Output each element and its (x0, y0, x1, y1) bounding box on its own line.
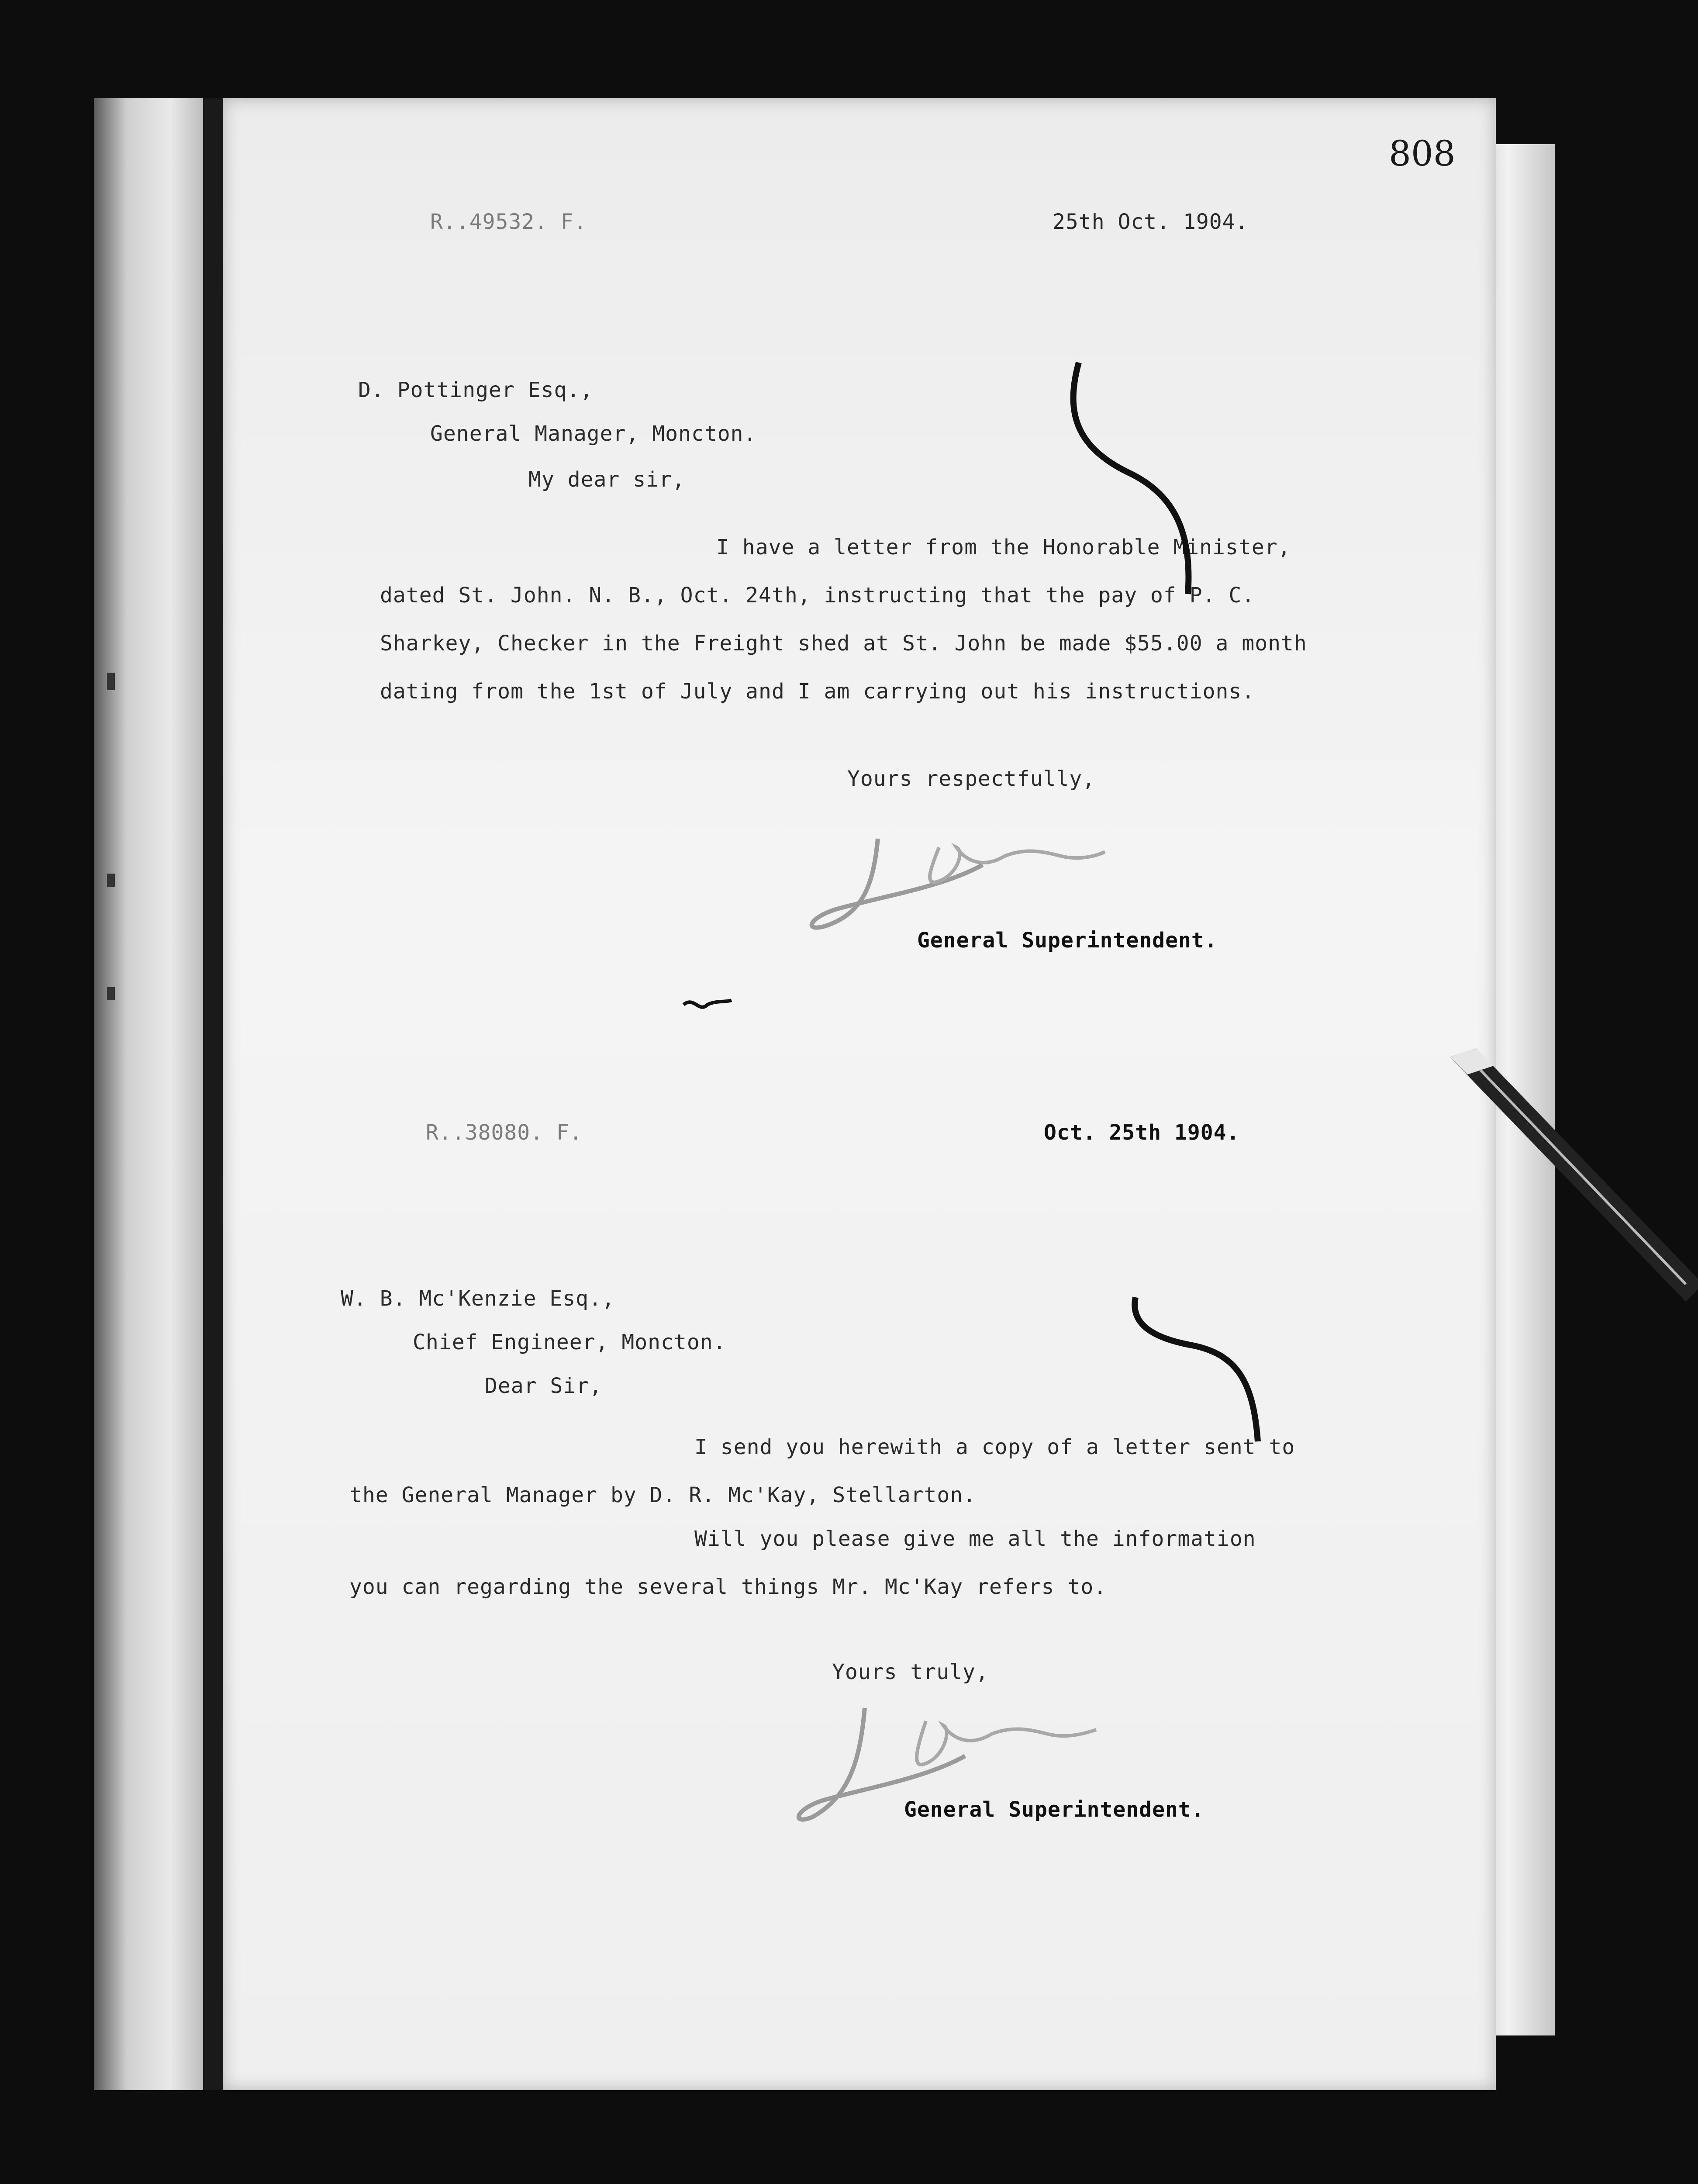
letter1-date: 25th Oct. 1904. (1053, 210, 1249, 234)
bracket-mark (1127, 1293, 1310, 1450)
signature-1 (799, 830, 1192, 943)
letter1-reference: R..49532. F. (430, 210, 587, 234)
letter1-body-line: Sharkey, Checker in the Freight shed at St. John be made $55.00 a month (380, 631, 1307, 656)
letter2-reference: R..38080. F. (426, 1120, 583, 1145)
letter1-signatory-title: General Superintendent. (917, 928, 1218, 953)
binding-edge (94, 98, 203, 2090)
letter1-addressee: D. Pottinger Esq., (358, 378, 594, 402)
letter2-addressee-title: Chief Engineer, Moncton. (413, 1330, 726, 1355)
letter1-salutation: My dear sir, (528, 467, 685, 492)
letter2-addressee: W. B. Mc'Kenzie Esq., (341, 1286, 615, 1311)
letter2-body-line: I send you herewith a copy of a letter sent to (694, 1435, 1295, 1459)
letter1-body-line: dating from the 1st of July and I am carrying out his instructions. (380, 679, 1255, 704)
letter1-body-line: I have a letter from the Honorable Minister, (716, 535, 1291, 560)
letter2-salutation: Dear Sir, (485, 1374, 603, 1398)
separator-mark (681, 992, 734, 1018)
margin-mark (107, 987, 115, 1000)
folio-number: 808 (1389, 133, 1456, 174)
letter2-body-line: you can regarding the several things Mr. Mc'Kay refers to. (349, 1575, 1107, 1599)
margin-mark (107, 874, 115, 887)
letter2-body-line: the General Manager by D. R. Mc'Kay, Stellarton. (349, 1483, 977, 1507)
pen (1441, 1040, 1698, 1310)
letter2-closing: Yours truly, (832, 1660, 989, 1684)
letter2-body-line: Will you please give me all the information (694, 1527, 1256, 1551)
letter2-date: Oct. 25th 1904. (1044, 1120, 1240, 1145)
letter1-addressee-title: General Manager, Moncton. (430, 422, 757, 446)
letter2-signatory-title: General Superintendent. (904, 1797, 1204, 1822)
letter1-closing: Yours respectfully, (847, 767, 1096, 791)
bracket-mark (1061, 358, 1245, 603)
binding-spine (203, 98, 223, 2090)
letter1-body-line: dated St. John. N. B., Oct. 24th, instructing that the pay of P. C. (380, 583, 1255, 608)
margin-mark (107, 673, 115, 690)
